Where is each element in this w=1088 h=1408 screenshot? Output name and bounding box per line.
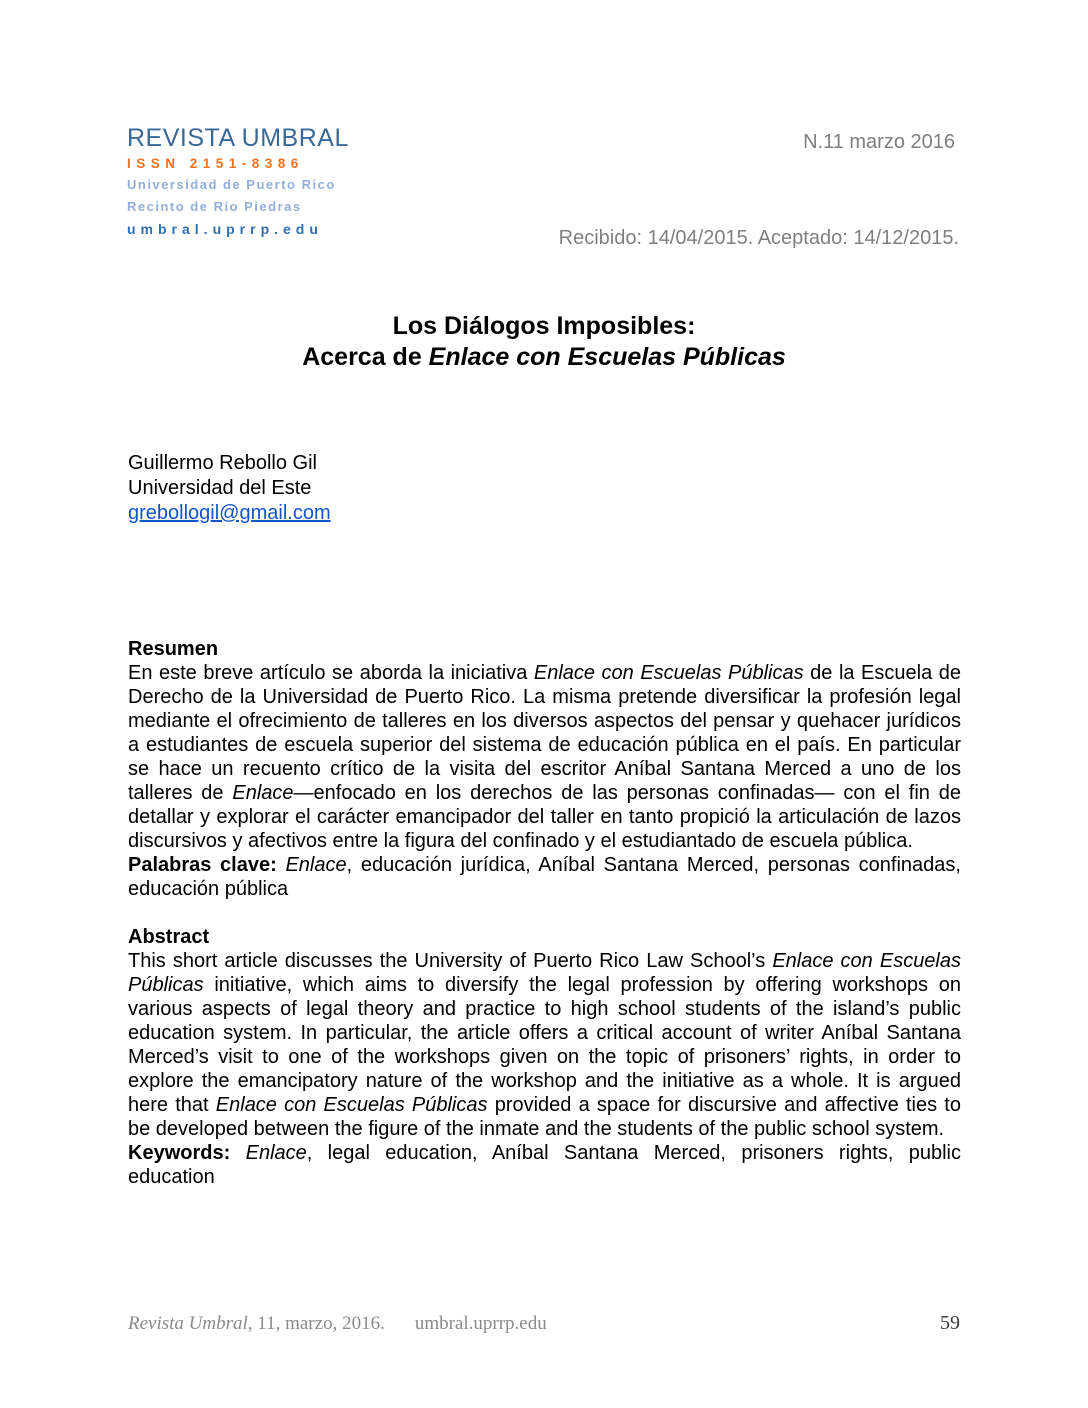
issue-number-date: N.11 marzo 2016	[803, 131, 955, 153]
footer-site-url: umbral.uprrp.edu	[414, 1313, 547, 1334]
footer-issue-date: , 11, marzo, 2016.	[247, 1313, 385, 1334]
campus-name: Recinto de Río Piedras	[127, 199, 302, 214]
page-footer	[128, 1312, 960, 1335]
journal-name: REVISTA UMBRAL	[127, 124, 349, 152]
footer-citation	[128, 1313, 547, 1335]
resumen-section	[128, 637, 961, 901]
author-block	[128, 451, 331, 526]
palabras-clave-line: Palabras clave: Enlace, educación jurídica, Aníbal Santana Merced, personas confinadas, educación pública	[128, 854, 961, 900]
received-accepted-dates: Recibido: 14/04/2015. Aceptado: 14/12/2015.	[558, 227, 959, 249]
article-title	[0, 311, 1088, 373]
author-name: Guillermo Rebollo Gil	[128, 452, 317, 474]
abstract-heading: Abstract	[128, 926, 210, 948]
article-title-line2: Acerca de Enlace con Escuelas Públicas	[302, 343, 786, 371]
article-title-line1: Los Diálogos Imposibles:	[392, 312, 696, 340]
resumen-heading: Resumen	[128, 638, 219, 660]
page-number: 59	[940, 1312, 960, 1334]
journal-logo	[127, 124, 349, 241]
journal-website-link[interactable]: umbral.uprrp.edu	[127, 221, 323, 237]
journal-issn: ISSN 2151-8386	[127, 156, 304, 171]
abstract-section	[128, 925, 961, 1189]
keywords-line: Keywords: Enlace, legal education, Aníbal Santana Merced, prisoners rights, public education	[128, 1142, 961, 1188]
abstract-text: This short article discusses the University of Puerto Rico Law School’s Enlace con Escuelas Públicas initiative, which aims to diversify the legal profession by offering workshops on various aspects of legal theory and practice to high school students of the island’s public education system. In particular, the article offers a critical account of writer Aníbal Santana Merced’s visit to one of the workshops given on the topic of prisoners’ rights, in order to explore the emancipatory nature of the workshop and the initiative as a whole. It is argued here that Enlace con Escuelas Públicas provided a space for discursive and affective ties to be developed between the figure of the inmate and the students of the public school system.	[128, 950, 962, 1140]
university-name: Universidad de Puerto Rico	[127, 177, 336, 192]
footer-journal-name: Revista Umbral	[128, 1313, 248, 1334]
article-front-matter	[128, 637, 961, 1189]
author-email-link[interactable]: grebollogil@gmail.com	[128, 502, 331, 524]
resumen-text: En este breve artículo se aborda la iniciativa Enlace con Escuelas Públicas de la Escuela de Derecho de la Universidad de Puerto Rico. La misma pretende diversificar la profesión legal mediante el ofrecimiento de talleres en los diversos aspectos del pensar y quehacer jurídicos a estudiantes de escuela superior del sistema de educación pública en el país. En particular se hace un recuento crítico de la visita del escritor Aníbal Santana Merced a uno de los talleres de Enlace—enfocado en los derechos de las personas confinadas— con el fin de detallar y explorar el carácter emancipador del taller en tanto propició la articulación de lazos discursivos y afectivos entre la figura del confinado y el estudiantado de escuela pública.	[128, 662, 961, 852]
author-affiliation: Universidad del Este	[128, 477, 312, 499]
